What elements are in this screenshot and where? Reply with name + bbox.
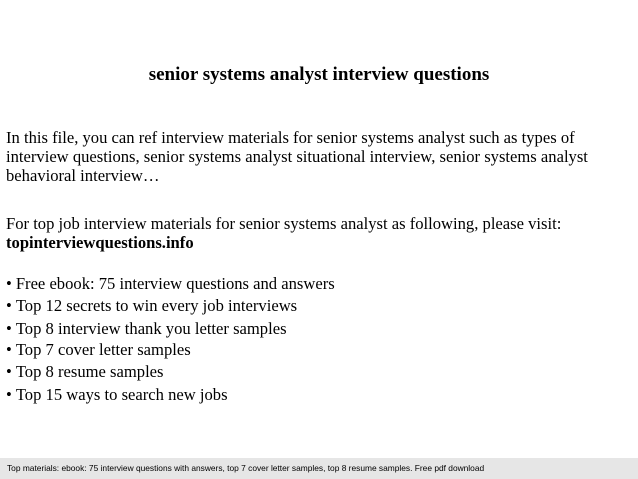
- page-title: senior systems analyst interview questions: [148, 64, 490, 85]
- list-item-text: Top 8 interview thank you letter samples: [15, 319, 287, 338]
- list-item-text: Free ebook: 75 interview questions and answers: [15, 274, 335, 293]
- list-item-text: Top 12 secrets to win every job interviews: [15, 296, 298, 315]
- list-item-text: Top 15 ways to search new jobs: [15, 385, 228, 404]
- list-item-text: Top 8 resume samples: [15, 362, 164, 381]
- bullet-icon: •: [6, 274, 12, 293]
- list-item: [6, 340, 191, 359]
- visit-paragraph: [6, 214, 634, 252]
- list-item: [6, 274, 335, 293]
- bullet-icon: •: [6, 340, 12, 359]
- site-link[interactable]: topinterviewquestions.info: [6, 233, 194, 252]
- list-item: [6, 319, 287, 338]
- list-item: [6, 362, 164, 381]
- bullet-icon: •: [6, 362, 12, 381]
- list-item: [6, 385, 228, 404]
- list-item: [6, 296, 297, 315]
- bullet-icon: •: [6, 385, 12, 404]
- bullet-icon: •: [6, 296, 12, 315]
- visit-text: For top job interview materials for senior systems analyst as following, please visit:: [6, 214, 562, 233]
- list-item-text: Top 7 cover letter samples: [15, 340, 191, 359]
- footer-text: Top materials: ebook: 75 interview questions with answers, top 7 cover letter samples, top 8 resume samples. Free pdf download: [7, 463, 485, 473]
- footer-bar: [0, 458, 638, 479]
- intro-paragraph: In this file, you can ref interview materials for senior systems analyst such as types of interview questions, senior systems analyst situational interview, senior systems analyst behavioral interview…: [6, 128, 588, 185]
- bullet-icon: •: [6, 319, 12, 338]
